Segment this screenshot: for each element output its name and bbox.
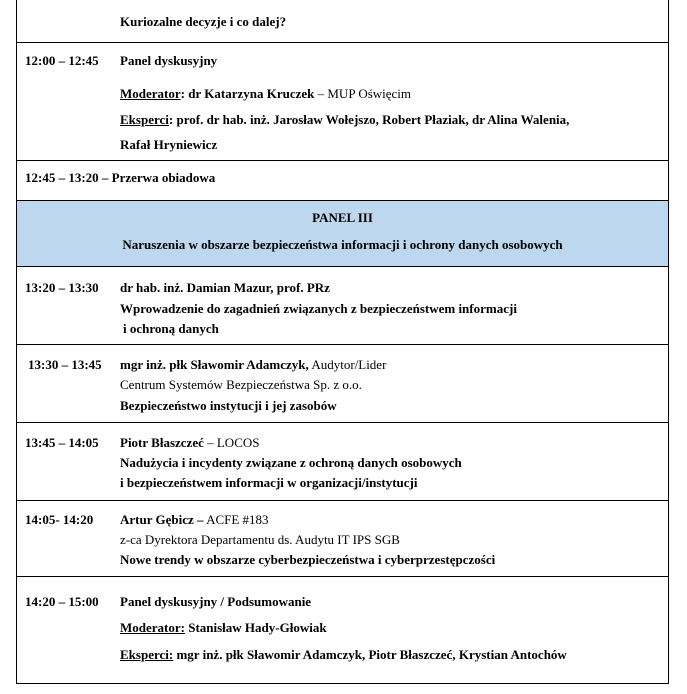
speaker-name: dr hab. inż. Damian Mazur, prof. PRz — [120, 280, 330, 295]
talk-topic: Bezpieczeństwo instytucji i jej zasobów — [120, 398, 337, 413]
moderator-line: Moderator: dr Katarzyna Kruczek – MUP Oświęcim — [120, 86, 412, 101]
experts-label: Eksperci: — [120, 647, 174, 662]
agenda-row — [17, 422, 668, 500]
experts-names: mgr inż. płk Sławomir Adamczyk, Piotr Błaszczeć, Krystian Antochów — [176, 647, 567, 662]
talk-topic-cont: i bezpieczeństwem informacji w organizacji/instytucji — [120, 475, 418, 490]
agenda-row — [17, 500, 668, 576]
moderator-label: Moderator — [120, 86, 181, 101]
session-title: Panel dyskusyjny — [120, 53, 218, 68]
talk-topic: Nadużycia i incydenty związane z ochroną danych osobowych — [120, 455, 462, 470]
talk-topic-cont: i ochroną danych — [123, 321, 219, 336]
speaker-name: Artur Gębicz – — [120, 512, 204, 527]
agenda-row — [17, 576, 668, 684]
time-slot: 14:05- 14:20 — [25, 512, 94, 527]
speaker-name: mgr inż. płk Sławomir Adamczyk, — [120, 357, 309, 372]
moderator-line — [120, 620, 327, 636]
agenda-row — [17, 42, 668, 160]
panel-header — [17, 200, 668, 266]
agenda-row — [17, 266, 668, 344]
speaker-line — [120, 512, 269, 528]
speaker-role: Audytor/Lider — [311, 357, 387, 372]
panel-title: PANEL III — [312, 210, 373, 225]
speaker-role: z-ca Dyrektora Departamentu ds. Audytu IT IPS SGB — [120, 532, 400, 547]
session-title: Panel dyskusyjny / Podsumowanie — [120, 594, 312, 609]
time-slot: 13:20 – 13:30 — [25, 280, 99, 295]
speaker-org: Centrum Systemów Bezpieczeństwa Sp. z o.o. — [120, 377, 362, 392]
session-title: Kuriozalne decyzje i co dalej? — [120, 14, 287, 29]
time-slot: 13:45 – 14:05 — [25, 435, 99, 450]
experts-names: prof. dr hab. inż. Jarosław Wołejszo, Robert Płaziak, dr Alina Walenia, — [176, 112, 570, 127]
break-line: 12:45 – 13:20 – Przerwa obiadowa — [25, 170, 216, 185]
agenda-table — [16, 0, 669, 684]
experts-line: Eksperci: prof. dr hab. inż. Jarosław Wołejszo, Robert Płaziak, dr Alina Walenia, — [120, 112, 570, 127]
moderator-label: Moderator: — [120, 620, 185, 635]
speaker-line — [120, 357, 386, 373]
speaker-name: Piotr Błaszczeć — [120, 435, 204, 450]
speaker-line — [120, 435, 259, 451]
speaker-org: – LOCOS — [207, 435, 260, 450]
agenda-row — [17, 0, 668, 42]
experts-names-cont: Rafał Hryniewicz — [120, 137, 218, 152]
time-slot: 13:30 – 13:45 — [28, 357, 102, 372]
agenda-row — [17, 344, 668, 422]
talk-topic: Wprowadzenie do zagadnień związanych z bezpieczeństwem informacji — [120, 301, 517, 316]
agenda-row — [17, 160, 668, 200]
experts-label: Eksperci — [120, 112, 169, 127]
panel-subtitle: Naruszenia w obszarze bezpieczeństwa informacji i ochrony danych osobowych — [122, 237, 563, 252]
time-slot: 12:00 – 12:45 — [25, 53, 99, 68]
time-slot: 14:20 – 15:00 — [25, 594, 99, 609]
moderator-org: – MUP Oświęcim — [317, 86, 412, 101]
speaker-org: ACFE #183 — [206, 512, 269, 527]
talk-topic: Nowe trendy w obszarze cyberbezpieczeństwa i cyberprzestępczości — [120, 552, 496, 567]
moderator-name: dr Katarzyna Kruczek — [188, 86, 315, 101]
moderator-name: Stanisław Hady-Głowiak — [188, 620, 327, 635]
experts-line — [120, 647, 567, 663]
